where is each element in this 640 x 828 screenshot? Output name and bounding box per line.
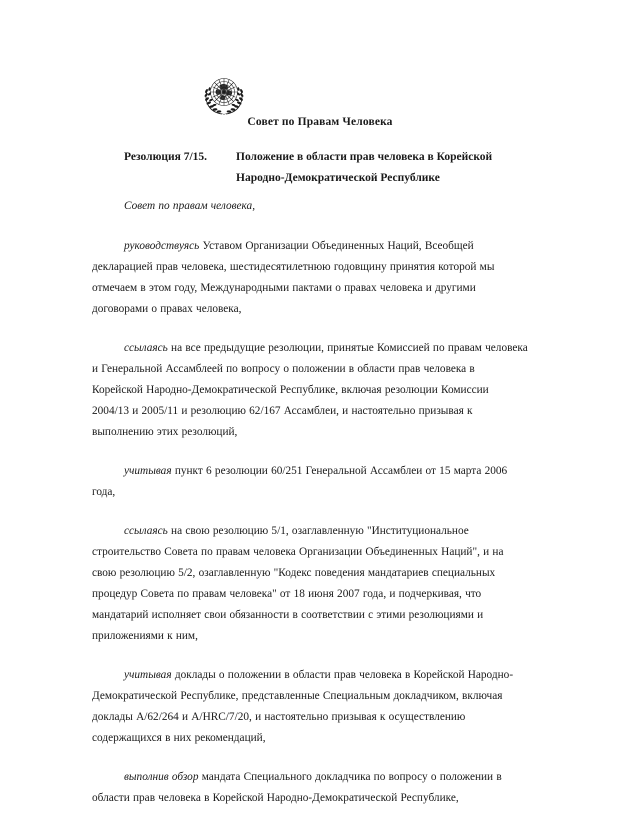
- paragraph-lead: учитывая: [124, 669, 172, 681]
- paragraph-body: Уставом Организации Объединенных Наций, Всеобщей декларацией прав человека, шестидесятилетнюю годовщину принятия которой мы отмечаем в этом году, Международными пактами о правах человека и другими договорами о правах человека,: [92, 240, 495, 315]
- paragraph-preamble-3: [92, 461, 528, 503]
- paragraph-preamble-2: [92, 338, 528, 443]
- paragraph-body: на все предыдущие резолюции, принятые Комиссией по правам человека и Генеральной Ассамблеей по вопросу о положении в области прав человека в Корейской Народно-Демократической Республике, включая резолюции Комиссии 2004/13 и 2005/11 и резолюцию 62/167 Ассамблеи, и настоятельно призывая к выполнению этих резолюций,: [92, 342, 528, 438]
- resolution-heading: [124, 147, 536, 189]
- resolution-title: Положение в области прав человека в Корейской Народно-Демократической Республике: [236, 151, 493, 184]
- paragraph-lead: ссылаясь: [124, 342, 168, 354]
- organ-title: Совет по Правам Человека: [247, 116, 393, 128]
- paragraph-lead: выполнив обзор: [124, 771, 199, 783]
- preamble-body: [92, 196, 528, 809]
- paragraph-body: доклады о положении в области прав человека в Корейской Народно-Демократической Республике, представленные Специальным докладчиком, включая доклады A/62/264 и A/HRC/7/20, и настоятельно призывая к осуществлению содержащихся в них рекомендаций,: [92, 669, 514, 744]
- un-emblem-icon: [196, 72, 252, 120]
- paragraph-lead: Совет по правам человека,: [124, 200, 256, 212]
- paragraph-preamble-1: [92, 236, 528, 320]
- paragraph-lead: руководствуясь: [124, 240, 200, 252]
- resolution-number-label: Резолюция 7/15.: [124, 151, 208, 163]
- paragraph-preamble-4: [92, 521, 528, 647]
- paragraph-preamble-6: [92, 767, 528, 809]
- paragraph-lead: ссылаясь: [124, 525, 168, 537]
- paragraph-body: на свою резолюцию 5/1, озаглавленную "Институциональное строительство Совета по правам человека Организации Объединенных Наций", и на свою резолюцию 5/2, озаглавленную "Кодекс поведения мандатариев специальных процедур Совета по правам человека" от 18 июня 2007 года, и подчеркивая, что мандатарий исполняет свои обязанности в соответствии с этими резолюциями и приложениями к ним,: [92, 525, 504, 642]
- paragraph-body: мандата Специального докладчика по вопросу о положении в области прав человека в Корейской Народно-Демократической Республике,: [92, 771, 502, 804]
- paragraph-preamble-5: [92, 665, 528, 749]
- paragraph-lead: учитывая: [124, 465, 172, 477]
- paragraph-body: пункт 6 резолюции 60/251 Генеральной Ассамблеи от 15 марта 2006 года,: [92, 465, 508, 498]
- paragraph-salutation: [92, 196, 528, 217]
